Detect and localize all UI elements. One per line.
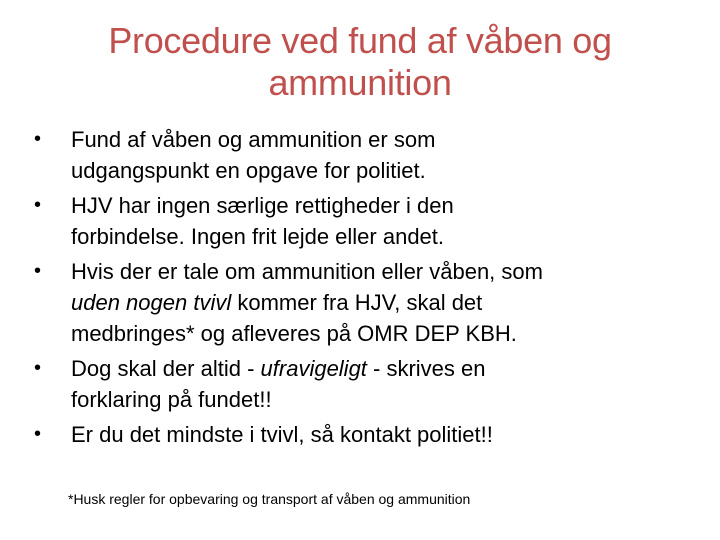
emphasis-text: ufravigeligt (260, 356, 367, 381)
bullet-line: Fund af våben og ammunition er som (71, 127, 436, 152)
bullet-text (71, 256, 674, 349)
bullet-icon: • (34, 128, 42, 150)
bullet-item-4 (34, 353, 674, 415)
bullet-line (71, 287, 674, 318)
bullet-line: udgangspunkt en opgave for politiet. (71, 158, 426, 183)
bullet-icon: • (34, 194, 42, 216)
bullet-item-2 (34, 190, 674, 252)
bullet-line-post: - skrives en (366, 356, 486, 381)
slide-title-line-2: ammunition (268, 62, 452, 103)
bullet-icon: • (34, 423, 42, 445)
bullet-item-1 (34, 124, 674, 186)
bullet-icon: • (34, 357, 42, 379)
slide-title-line-1: Procedure ved fund af våben og (108, 20, 612, 61)
bullet-icon: • (34, 260, 42, 282)
emphasis-text: uden nogen tvivl (71, 290, 232, 315)
bullet-item-5 (34, 419, 674, 450)
footnote: *Husk regler for opbevaring og transport af våben og ammunition (68, 491, 471, 507)
bullet-line: HJV har ingen særlige rettigheder i den (71, 193, 454, 218)
bullet-line: forbindelse. Ingen frit lejde eller andet. (71, 224, 445, 249)
bullet-line-pre: Dog skal der altid - (71, 356, 261, 381)
bullet-item-3 (34, 256, 674, 349)
bullet-text (71, 419, 674, 450)
bullet-line (71, 353, 674, 384)
bullet-text (71, 190, 674, 252)
bullet-line: medbringes* og afleveres på OMR DEP KBH. (71, 321, 517, 346)
bullet-line: forklaring på fundet!! (71, 387, 272, 412)
bullet-line: Er du det mindste i tvivl, så kontakt politiet!! (71, 422, 493, 447)
slide-title (40, 20, 680, 104)
bullet-line-rest: kommer fra HJV, skal det (231, 290, 483, 315)
bullet-text (71, 124, 674, 186)
bullet-line: Hvis der er tale om ammunition eller våben, som (71, 259, 543, 284)
bullet-list (34, 124, 674, 454)
bullet-text (71, 353, 674, 415)
